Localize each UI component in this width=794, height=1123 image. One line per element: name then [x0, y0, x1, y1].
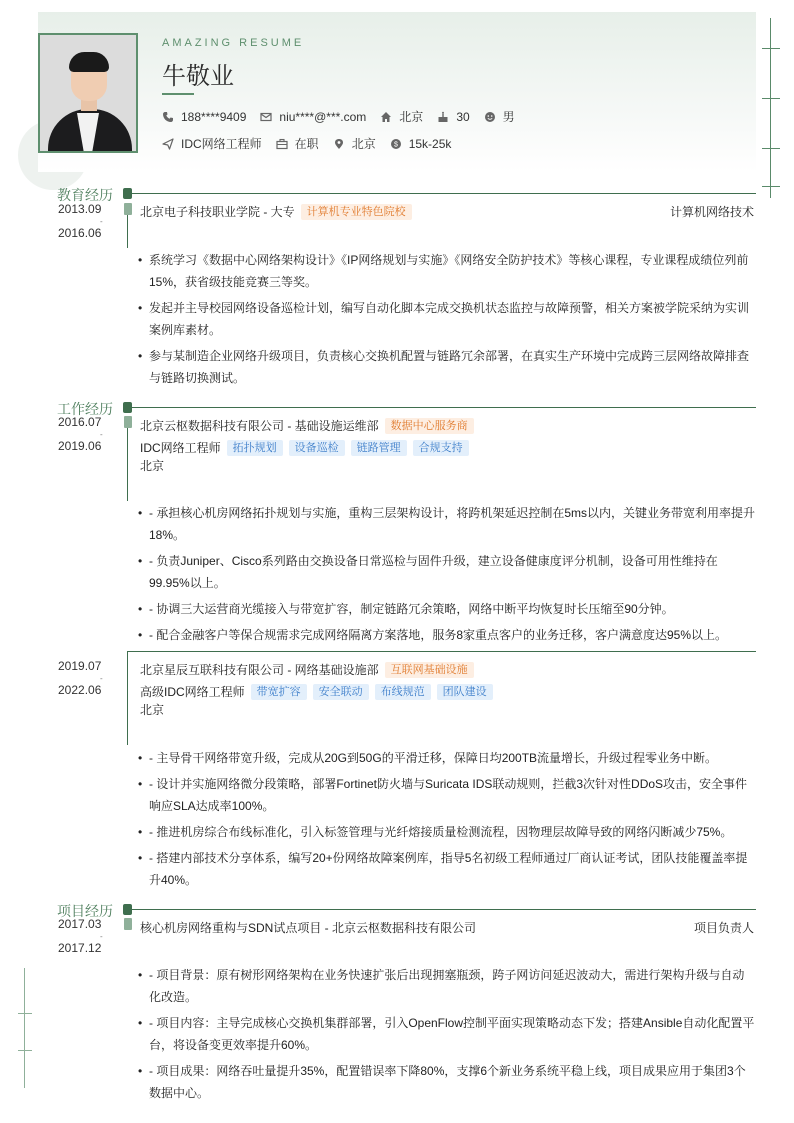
name-underline — [162, 93, 194, 95]
section-rule — [132, 909, 756, 910]
location-info — [333, 135, 376, 152]
home-icon — [380, 111, 392, 123]
timeline-dot — [124, 416, 132, 428]
list-item: • - 搭建内部技术分享体系，编写20+份网络故障案例库，指导5名初级工程师通过厂商认证考试，团队技能覆盖率提升40%。 — [138, 847, 756, 891]
list-item: • - 协调三大运营商光缆接入与带宽扩容，制定链路冗余策略，网络中断平均恢复时长压缩至90分钟。 — [138, 598, 756, 620]
age-text: 30 — [456, 109, 470, 124]
skill-tag: 设备巡检 — [289, 440, 345, 456]
work-company-row — [140, 661, 474, 678]
work-start-date: 2016.07 — [58, 415, 102, 429]
item-rule — [128, 651, 756, 652]
edu-end-date: 2016.06 — [58, 226, 102, 240]
email-info — [260, 110, 366, 124]
send-icon — [162, 138, 174, 150]
skill-tag: 布线规范 — [375, 684, 431, 700]
work-role-row — [140, 439, 469, 456]
list-item: • - 承担核心机房网络拓扑规划与实施，重构三层架构设计，将跨机架延迟控制在5ms以内，关键业务带宽利用率提升18%。 — [138, 502, 756, 546]
section-title-work: 工作经历 — [57, 402, 113, 418]
list-item: • - 设计并实施网络微分段策略，部署Fortinet防火墙与Suricata IDS联动规则，拦截3次针对性DDoS攻击，安全事件响应SLA达成率100%。 — [138, 773, 756, 817]
decorative-tick — [762, 48, 780, 49]
phone-icon — [162, 111, 174, 123]
work-city: 北京 — [140, 459, 165, 473]
project-start-date: 2017.03 — [58, 917, 102, 931]
email-text: niu****@***.com — [279, 109, 367, 124]
edu-school: 北京电子科技职业学院 - 大专 — [140, 205, 295, 219]
work-bullet-list — [138, 502, 756, 650]
phone-info — [162, 110, 246, 124]
hometown-text: 北京 — [399, 110, 424, 124]
decorative-tick — [18, 1050, 32, 1051]
section-marker — [123, 904, 132, 915]
section-marker — [123, 402, 132, 413]
face-icon — [484, 111, 496, 123]
work-role-row — [140, 683, 493, 700]
timeline-dot — [124, 203, 132, 215]
list-item: • - 配合金融客户等保合规需求完成网络隔离方案落地，服务8家重点客户的业务迁移，客户满意度达95%以上。 — [138, 624, 756, 646]
work-end-date: 2022.06 — [58, 683, 102, 697]
work-role: 高级IDC网络工程师 — [140, 685, 245, 699]
timeline-line — [127, 651, 128, 745]
skill-tag: 拓扑规划 — [227, 440, 283, 456]
work-company-tag: 互联网基础设施 — [385, 662, 474, 678]
edu-school-tag: 计算机专业特色院校 — [301, 204, 412, 220]
skill-tag: 带宽扩容 — [251, 684, 307, 700]
position-info — [162, 135, 262, 152]
briefcase-icon — [276, 138, 288, 150]
edu-major: 计算机网络技术 — [669, 205, 754, 219]
mail-icon — [260, 111, 272, 123]
gender-info — [484, 108, 515, 125]
pin-icon — [333, 138, 345, 150]
svg-text:$: $ — [393, 141, 398, 148]
hometown-info — [380, 108, 423, 125]
gender-text: 男 — [502, 110, 515, 124]
cake-icon — [437, 111, 449, 123]
salary-text: 15k-25k — [408, 136, 452, 151]
date-separator: - — [100, 217, 103, 226]
resume-tagline: AMAZING RESUME — [162, 37, 305, 49]
location-text: 北京 — [351, 137, 376, 151]
skill-tag: 团队建设 — [437, 684, 493, 700]
decorative-tick — [762, 186, 780, 187]
decorative-tick — [762, 98, 780, 99]
decorative-line-left — [24, 968, 25, 1088]
timeline-line — [127, 215, 128, 248]
list-item: • - 主导骨干网络带宽升级，完成从20G到50G的平滑迁移，保障日均200TB流量增长，升级过程零业务中断。 — [138, 747, 756, 769]
edu-school-row — [140, 203, 412, 220]
timeline-line — [127, 428, 128, 501]
decorative-tick — [18, 1013, 32, 1014]
candidate-name: 牛敬业 — [162, 62, 234, 90]
position-text: IDC网络工程师 — [181, 137, 262, 151]
salary-info — [390, 137, 452, 151]
work-start-date: 2019.07 — [58, 659, 102, 673]
edu-start-date: 2013.09 — [58, 202, 102, 216]
timeline-dot — [124, 918, 132, 930]
section-rule — [132, 193, 756, 194]
project-role: 项目负责人 — [693, 921, 754, 935]
date-separator: - — [100, 674, 103, 683]
project-title: 核心机房网络重构与SDN试点项目 - 北京云枢数据科技有限公司 — [140, 921, 477, 935]
phone-text: 188****9409 — [181, 109, 247, 124]
work-company: 北京星辰互联科技有限公司 - 网络基础设施部 — [140, 663, 379, 677]
list-item: • - 负责Juniper、Cisco系列路由交换设备日常巡检与固件升级，建立设备健康度评分机制，设备可用性维持在99.95%以上。 — [138, 550, 756, 594]
list-item: • - 项目成果：网络吞吐量提升35%，配置错误率下降80%，支撑6个新业务系统平稳上线，项目成果应用于集团3个数据中心。 — [138, 1060, 756, 1104]
work-company-tag: 数据中心服务商 — [385, 418, 474, 434]
work-role: IDC网络工程师 — [140, 441, 221, 455]
status-text: 在职 — [294, 137, 319, 151]
work-bullet-list — [138, 747, 756, 895]
decorative-tick — [762, 148, 780, 149]
date-separator: - — [100, 932, 103, 941]
section-title-education: 教育经历 — [57, 188, 113, 204]
work-end-date: 2019.06 — [58, 439, 102, 453]
status-info — [276, 135, 319, 152]
project-bullet-list — [138, 964, 756, 1108]
section-rule — [132, 407, 756, 408]
skill-tag: 链路管理 — [351, 440, 407, 456]
avatar-photo — [38, 33, 138, 153]
job-info-row — [162, 135, 465, 152]
decorative-line-right — [770, 18, 771, 198]
list-item: • 参与某制造企业网络升级项目，负责核心交换机配置与链路冗余部署，在真实生产环境中完成跨三层网络故障排查与链路切换测试。 — [138, 345, 756, 389]
work-city: 北京 — [140, 703, 165, 717]
work-company: 北京云枢数据科技有限公司 - 基础设施运维部 — [140, 419, 379, 433]
list-item: • - 项目背景：原有树形网络架构在业务快速扩张后出现拥塞瓶颈，跨子网访问延迟波动大，需进行架构升级与自动化改造。 — [138, 964, 756, 1008]
age-info — [437, 110, 469, 124]
edu-bullet-list — [138, 249, 756, 393]
contact-info-row — [162, 108, 529, 125]
work-company-row — [140, 417, 474, 434]
list-item: • - 项目内容：主导完成核心交换机集群部署，引入OpenFlow控制平面实现策略动态下发；搭建Ansible自动化配置平台，将设备变更效率提升60%。 — [138, 1012, 756, 1056]
list-item: • 发起并主导校园网络设备巡检计划，编写自动化脚本完成交换机状态监控与故障预警，相关方案被学院采纳为实训案例库素材。 — [138, 297, 756, 341]
list-item: • 系统学习《数据中心网络架构设计》《IP网络规划与实施》《网络安全防护技术》等核心课程，专业课程成绩位列前15%，获省级技能竞赛三等奖。 — [138, 249, 756, 293]
skill-tag: 安全联动 — [313, 684, 369, 700]
coin-icon — [390, 138, 402, 150]
skill-tag: 合规支持 — [413, 440, 469, 456]
date-separator: - — [100, 430, 103, 439]
list-item: • - 推进机房综合布线标准化，引入标签管理与光纤熔接质量检测流程，因物理层故障导致的网络闪断减少75%。 — [138, 821, 756, 843]
project-end-date: 2017.12 — [58, 941, 102, 955]
section-title-projects: 项目经历 — [57, 904, 113, 920]
section-marker — [123, 188, 132, 199]
